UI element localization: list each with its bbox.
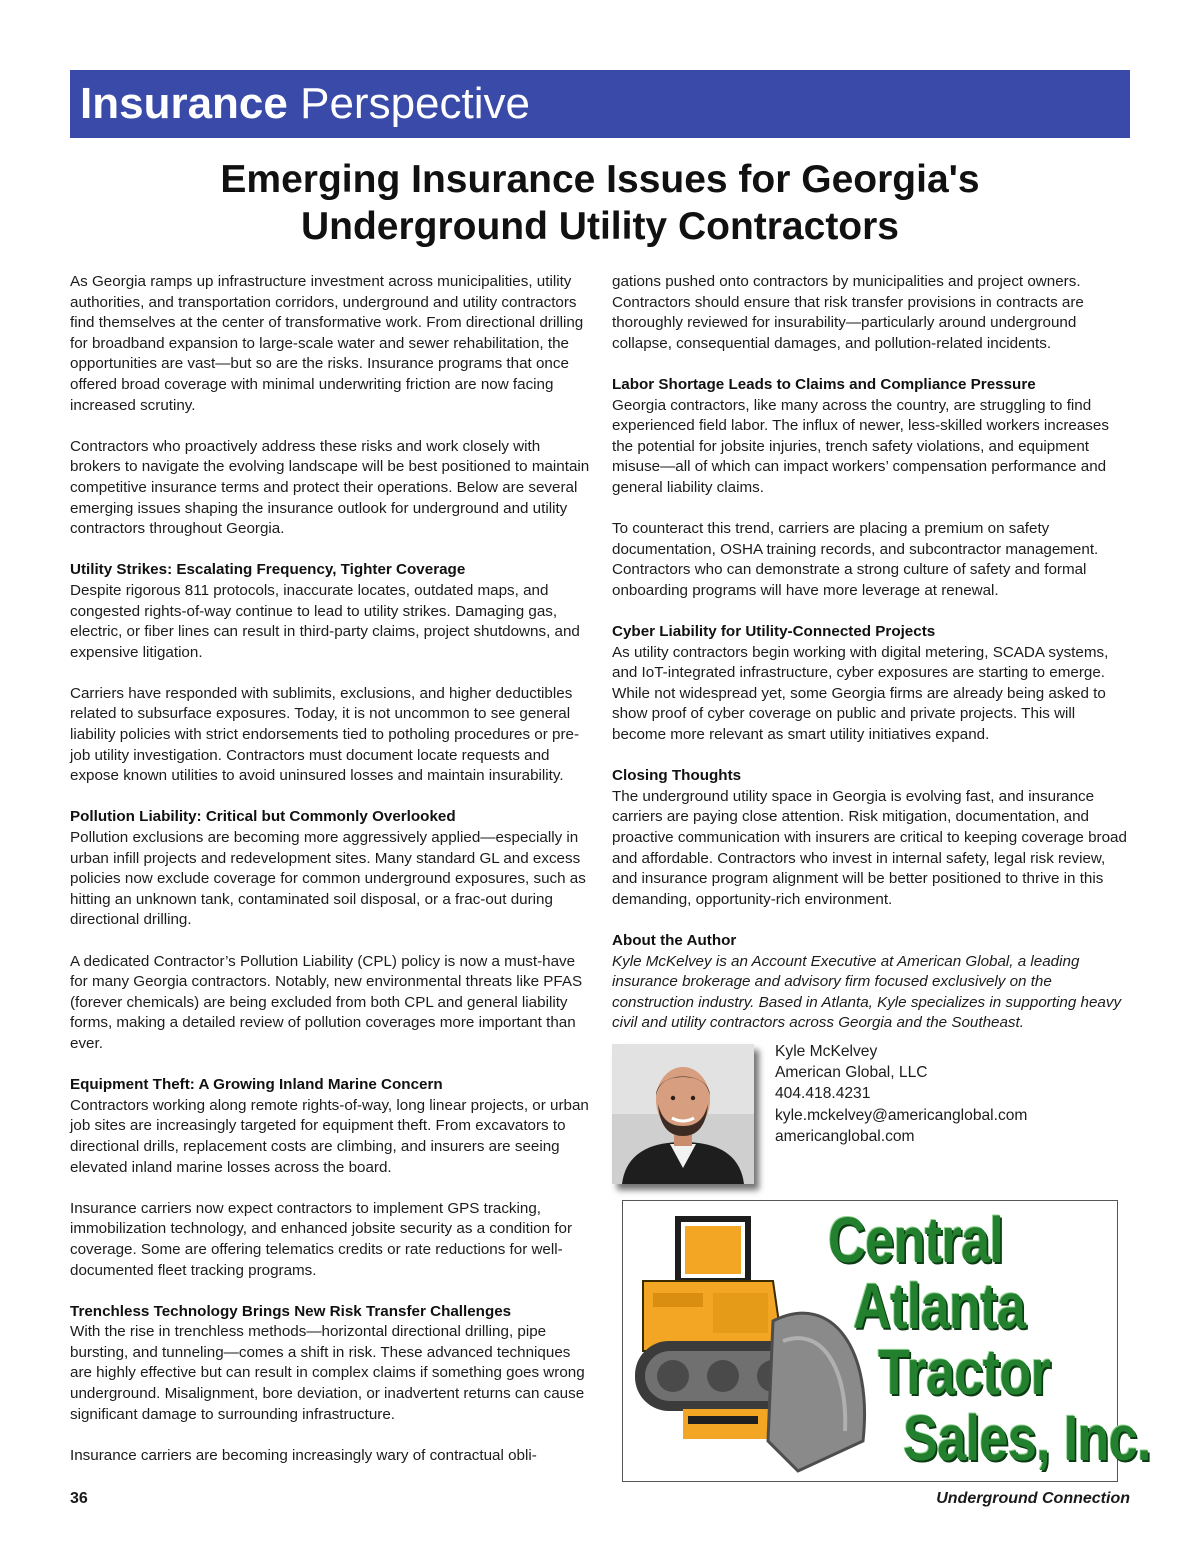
left-column xyxy=(70,272,590,1466)
paragraph: To counteract this trend, carriers are placing a premium on safety documentation, OSHA training records, and subcontractor management. Contractors who can demonstrate a strong culture of safety and formal onboarding programs will have more leverage at renewal. xyxy=(612,520,1099,599)
paragraph: Despite rigorous 811 protocols, inaccurate locates, outdated maps, and congested rights-of-way continue to lead to utility strikes. Damaging gas, electric, or fiber lines can result in third-party claims, project shutdowns, and expensive litigation. xyxy=(70,581,580,661)
subheading: Trenchless Technology Brings New Risk Transfer Challenges xyxy=(70,1302,512,1320)
section-title xyxy=(80,76,530,132)
subheading: Pollution Liability: Critical but Commonly Overlooked xyxy=(70,808,456,826)
advertisement[interactable] xyxy=(622,1200,1151,1482)
subheading: Labor Shortage Leads to Claims and Compliance Pressure xyxy=(612,375,1036,393)
section-title-rest: Perspective xyxy=(287,79,530,128)
paragraph: Insurance carriers now expect contractors to implement GPS tracking, immobilization technology, and enhanced jobsite security as a condition for coverage. Some are offering telematics credits or rate reductions for well-documented fleet tracking programs. xyxy=(70,1199,573,1279)
author-portrait-icon xyxy=(612,1044,754,1184)
paragraph: The underground utility space in Georgia is evolving fast, and insurance carriers are paying close attention. Risk mitigation, documentation, and proactive communication with insurers are critical to keeping coverage broad and affordable. Contractors who invest in internal safety, legal risk review, and insurance program alignment will be better positioned to thrive in this demanding, opportunity-rich environment. xyxy=(612,787,1127,908)
ad-line-4: Sales, Inc. xyxy=(903,1402,1151,1474)
article-headline xyxy=(70,156,1130,250)
author-bio: Kyle McKelvey is an Account Executive at American Global, a leading insurance brokerage and advisory firm focused exclusively on the construction industry. Based in Atlanta, Kyle specializes in supporting heavy civil and utility contractors across Georgia and the Southeast. xyxy=(612,952,1122,1032)
subheading: Cyber Liability for Utility-Connected Projects xyxy=(612,623,936,641)
ad-line-2: Atlanta xyxy=(853,1270,1026,1342)
paragraph: As Georgia ramps up infrastructure investment across municipalities, utility authorities, and transportation corridors, underground and utility contractors find themselves at the center of transformative work. From directional drilling for broadband expansion to large-scale water and sewer rehabilitation, the opportunities are vast—but so are the risks. Insurance programs that once offered broad coverage with minimal underwriting friction are now facing increased scrutiny. xyxy=(70,273,584,414)
contact-company: American Global, LLC xyxy=(775,1064,928,1082)
paragraph: A dedicated Contractor’s Pollution Liability (CPL) policy is now a must-have for many Georgia contractors. Notably, new environmental threats like PFAS (forever chemicals) are being excluded from both CPL and general liability forms, making a detailed review of pollution coverages more important than ever. xyxy=(70,952,583,1052)
publication-name: Underground Connection xyxy=(936,1490,1130,1507)
headline-line-2: Underground Utility Contractors xyxy=(300,205,899,248)
subheading: About the Author xyxy=(612,932,737,949)
subheading: Equipment Theft: A Growing Inland Marine Concern xyxy=(70,1076,443,1094)
ad-line-3: Tractor xyxy=(878,1336,1051,1408)
paragraph: Carriers have responded with sublimits, exclusions, and higher deductibles related to subsurface exposures. Today, it is not uncommon to see general liability policies with strict endorsements tied to potholing procedures or pre-job utility investigation. Contractors must document locate requests and expose known utilities to avoid uninsured losses and maintain insurability. xyxy=(70,684,580,785)
contact-email[interactable]: kyle.mckelvey@americanglobal.com xyxy=(775,1106,1028,1124)
contact-name: Kyle McKelvey xyxy=(775,1043,878,1060)
page-number: 36 xyxy=(70,1490,88,1507)
subheading: Closing Thoughts xyxy=(612,767,742,785)
paragraph: Georgia contractors, like many across the country, are struggling to find experienced field labor. The influx of newer, less-skilled workers increases the potential for jobsite injuries, trench safety violations, and equipment misuse—all of which can impact workers’ compensation performance and general liability claims. xyxy=(612,396,1109,496)
paragraph: gations pushed onto contractors by municipalities and project owners. Contractors should ensure that risk transfer provisions in contracts are thoroughly reviewed for insurability—particularly around underground collapse, consequential damages, and pollution-related incidents. xyxy=(612,273,1084,352)
paragraph: Insurance carriers are becoming increasingly wary of contractual obli- xyxy=(70,1446,537,1464)
contact-website[interactable]: americanglobal.com xyxy=(775,1127,915,1145)
right-column xyxy=(612,272,1132,1034)
author-contact xyxy=(775,1041,1027,1147)
paragraph: Contractors working along remote rights-of-way, long linear projects, or urban job sites are increasingly targeted for equipment theft. From excavators to directional drills, replacement costs are climbing, and insurers are seeing elevated inland marine losses across the board. xyxy=(70,1096,589,1176)
author-photo xyxy=(612,1044,754,1184)
paragraph: Contractors who proactively address these risks and work closely with brokers to navigate the evolving landscape will be best positioned to maintain competitive insurance terms and protect their operations. Below are several emerging issues shaping the insurance outlook for underground and utility contractors throughout Georgia. xyxy=(70,437,590,538)
subheading: Utility Strikes: Escalating Frequency, Tighter Coverage xyxy=(70,561,466,579)
section-banner xyxy=(70,70,1130,138)
paragraph: As utility contractors begin working with digital metering, SCADA systems, and IoT-integrated infrastructure, cyber exposures are starting to emerge. While not widespread yet, some Georgia firms are already being asked to show proof of cyber coverage on public and private projects. This will become more relevant as smart utility initiatives expand. xyxy=(612,643,1109,744)
ad-line-1: Central xyxy=(828,1204,1004,1276)
paragraph: With the rise in trenchless methods—horizontal directional drilling, pipe bursting, and tunneling—comes a shift in risk. These advanced techniques are highly effective but can result in complex claims if something goes wrong underground. Misalignment, bore deviation, or inadvertent returns can cause significant damage to surrounding infrastructure. xyxy=(70,1323,585,1423)
paragraph: Pollution exclusions are becoming more aggressively applied—especially in urban infill projects and redevelopment sites. Many standard GL and excess policies now exclude coverage for common underground exposures, such as hitting an unknown tank, contaminated soil disposal, or a frac-out during directional drilling. xyxy=(70,829,586,929)
contact-phone: 404.418.4231 xyxy=(775,1085,871,1103)
headline-line-1: Emerging Insurance Issues for Georgia's xyxy=(220,158,980,201)
section-title-bold: Insurance xyxy=(80,79,288,128)
